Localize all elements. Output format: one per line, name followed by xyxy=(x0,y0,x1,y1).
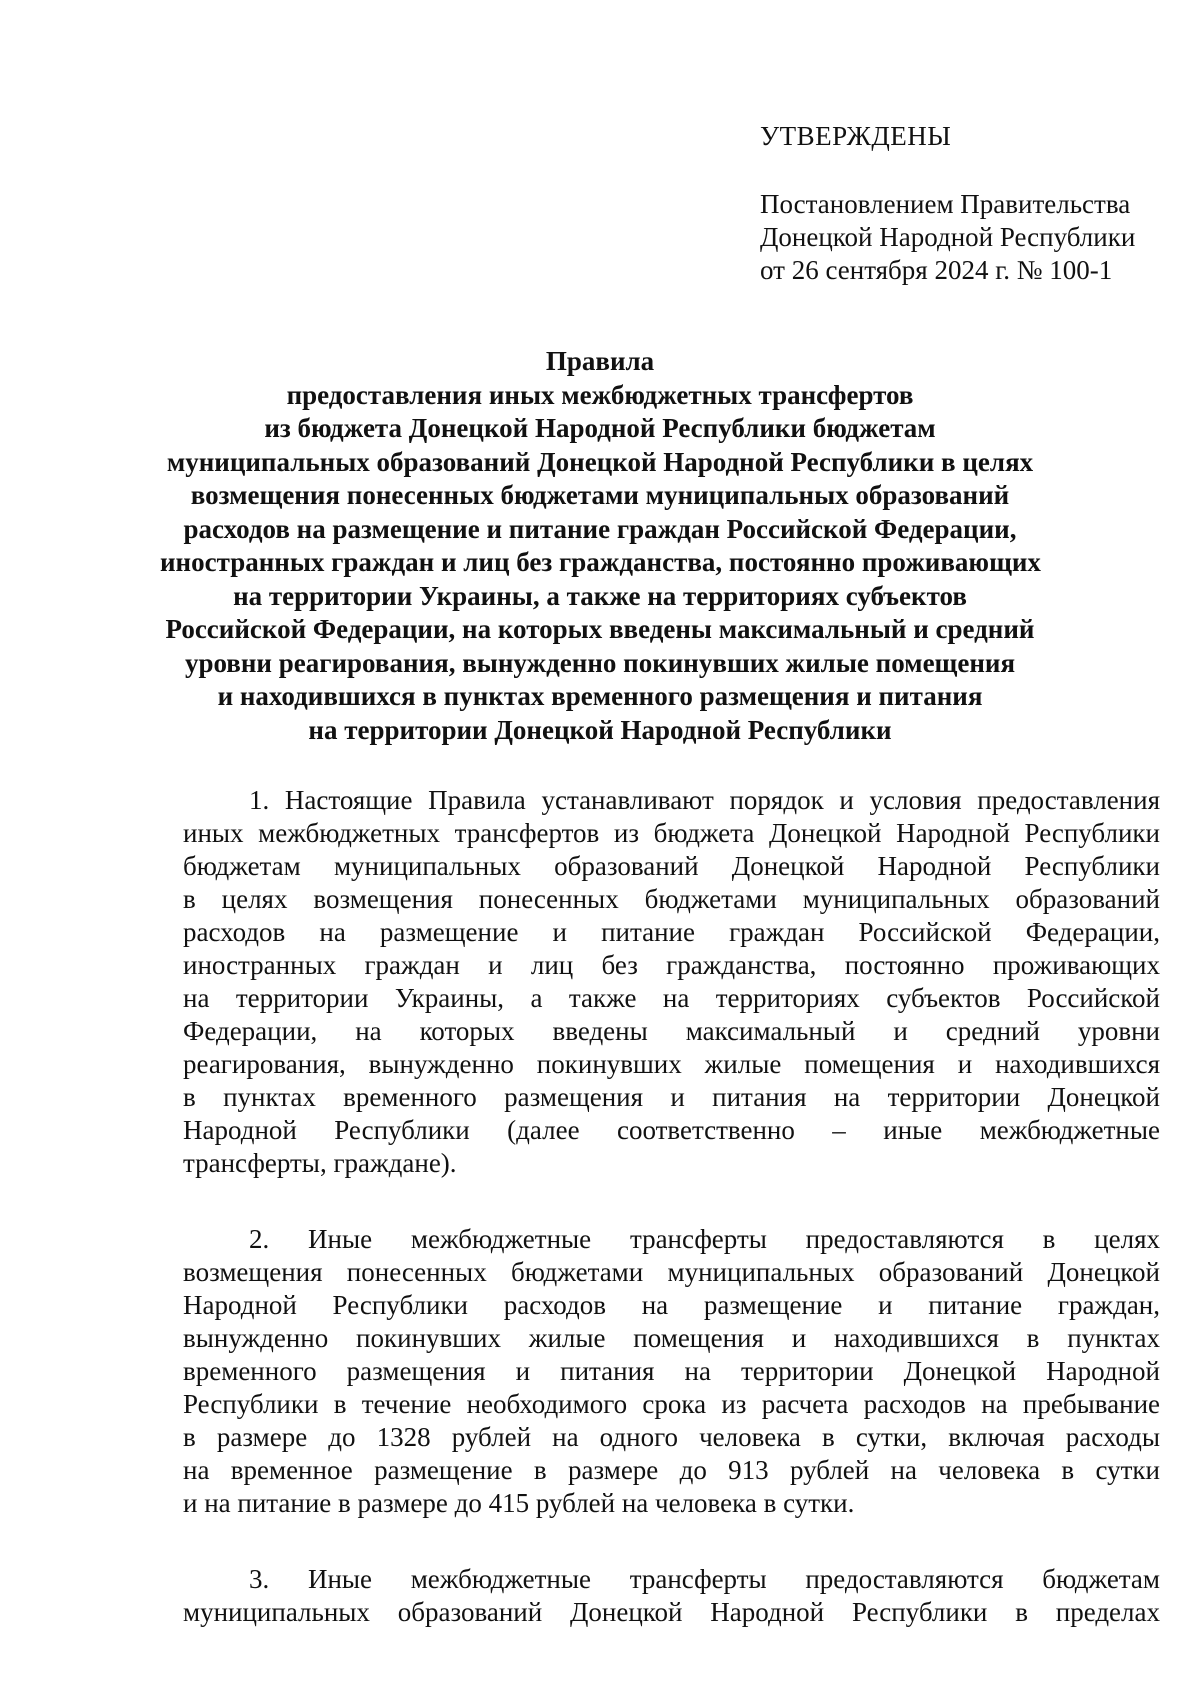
paragraph-line: на временное размещение в размере до 913 рублей на человека в сутки xyxy=(183,1455,1160,1485)
paragraph-line: и на питание в размере до 415 рублей на человека в сутки. xyxy=(183,1488,855,1518)
paragraph-line: временного размещения и питания на территории Донецкой Народной xyxy=(183,1356,1160,1386)
paragraph-line: трансферты, граждане). xyxy=(183,1148,457,1178)
paragraph-line: Республики в течение необходимого срока из расчета расходов на пребывание xyxy=(183,1389,1160,1419)
paragraph-line: иных межбюджетных трансфертов из бюджета Донецкой Народной Республики xyxy=(183,818,1160,848)
approval-stamp-block xyxy=(760,120,1135,287)
paragraph-line: 1. Настоящие Правила устанавливают порядок и условия предоставления xyxy=(249,785,1160,815)
paragraph-line: вынужденно покинувших жилые помещения и находившихся в пунктах xyxy=(183,1323,1160,1353)
paragraph-line: бюджетам муниципальных образований Донецкой Народной Республики xyxy=(183,851,1160,881)
paragraph-line: Народной Республики (далее соответственно – иные межбюджетные xyxy=(183,1115,1160,1145)
title-line: расходов на размещение и питание граждан Российской Федерации, xyxy=(183,513,1017,544)
paragraph-line: 3. Иные межбюджетные трансферты предоставляются бюджетам xyxy=(249,1564,1160,1594)
title-line: предоставления иных межбюджетных трансфертов xyxy=(286,379,914,410)
paragraph-line: на территории Украины, а также на территориях субъектов Российской xyxy=(183,983,1160,1013)
approved-heading: УТВЕРЖДЕНЫ xyxy=(760,121,952,151)
title-line: Российской Федерации, на которых введены максимальный и средний xyxy=(165,614,1035,644)
title-line: Правила xyxy=(545,346,655,376)
approval-line-1: Постановлением Правительства xyxy=(760,189,1131,219)
title-line: возмещения понесенных бюджетами муниципальных образований xyxy=(190,480,1010,510)
title-line: иностранных граждан и лиц без гражданства, постоянно проживающих xyxy=(160,547,1041,577)
title-line: уровни реагирования, вынужденно покинувших жилые помещения xyxy=(184,647,1016,678)
approval-line-3: от 26 сентября 2024 г. № 100-1 xyxy=(760,255,1113,285)
paragraph-line: возмещения понесенных бюджетами муниципальных образований Донецкой xyxy=(183,1257,1160,1287)
document-body xyxy=(183,784,1160,1672)
title-line: на территории Донецкой Народной Республики xyxy=(308,714,892,745)
paragraph-line: Федерации, на которых введены максимальный и средний уровни xyxy=(183,1016,1160,1046)
title-line: муниципальных образований Донецкой Народной Республики в целях xyxy=(166,446,1034,477)
paragraph-1 xyxy=(183,784,1160,1180)
title-line: из бюджета Донецкой Народной Республики бюджетам xyxy=(264,413,936,443)
paragraph-line: в размере до 1328 рублей на одного человека в сутки, включая расходы xyxy=(183,1422,1160,1452)
title-line: на территории Украины, а также на территориях субъектов xyxy=(233,580,967,611)
approval-line-2: Донецкой Народной Республики xyxy=(760,222,1136,252)
title-line: и находившихся в пунктах временного размещения и питания xyxy=(217,681,983,711)
paragraph-line: иностранных граждан и лиц без гражданства, постоянно проживающих xyxy=(183,950,1160,980)
paragraph-2 xyxy=(183,1223,1160,1520)
paragraph-line: в целях возмещения понесенных бюджетами муниципальных образований xyxy=(183,884,1160,914)
paragraph-3 xyxy=(183,1563,1160,1629)
paragraph-line: реагирования, вынужденно покинувших жилые помещения и находившихся xyxy=(183,1049,1160,1079)
paragraph-line: 2. Иные межбюджетные трансферты предоставляются в целях xyxy=(249,1224,1160,1254)
document-title xyxy=(160,345,1040,747)
paragraph-line: в пунктах временного размещения и питания на территории Донецкой xyxy=(183,1082,1160,1112)
paragraph-line: расходов на размещение и питание граждан Российской Федерации, xyxy=(183,917,1160,947)
paragraph-line: муниципальных образований Донецкой Народной Республики в пределах xyxy=(183,1597,1160,1627)
paragraph-line: Народной Республики расходов на размещение и питание граждан, xyxy=(183,1290,1160,1320)
